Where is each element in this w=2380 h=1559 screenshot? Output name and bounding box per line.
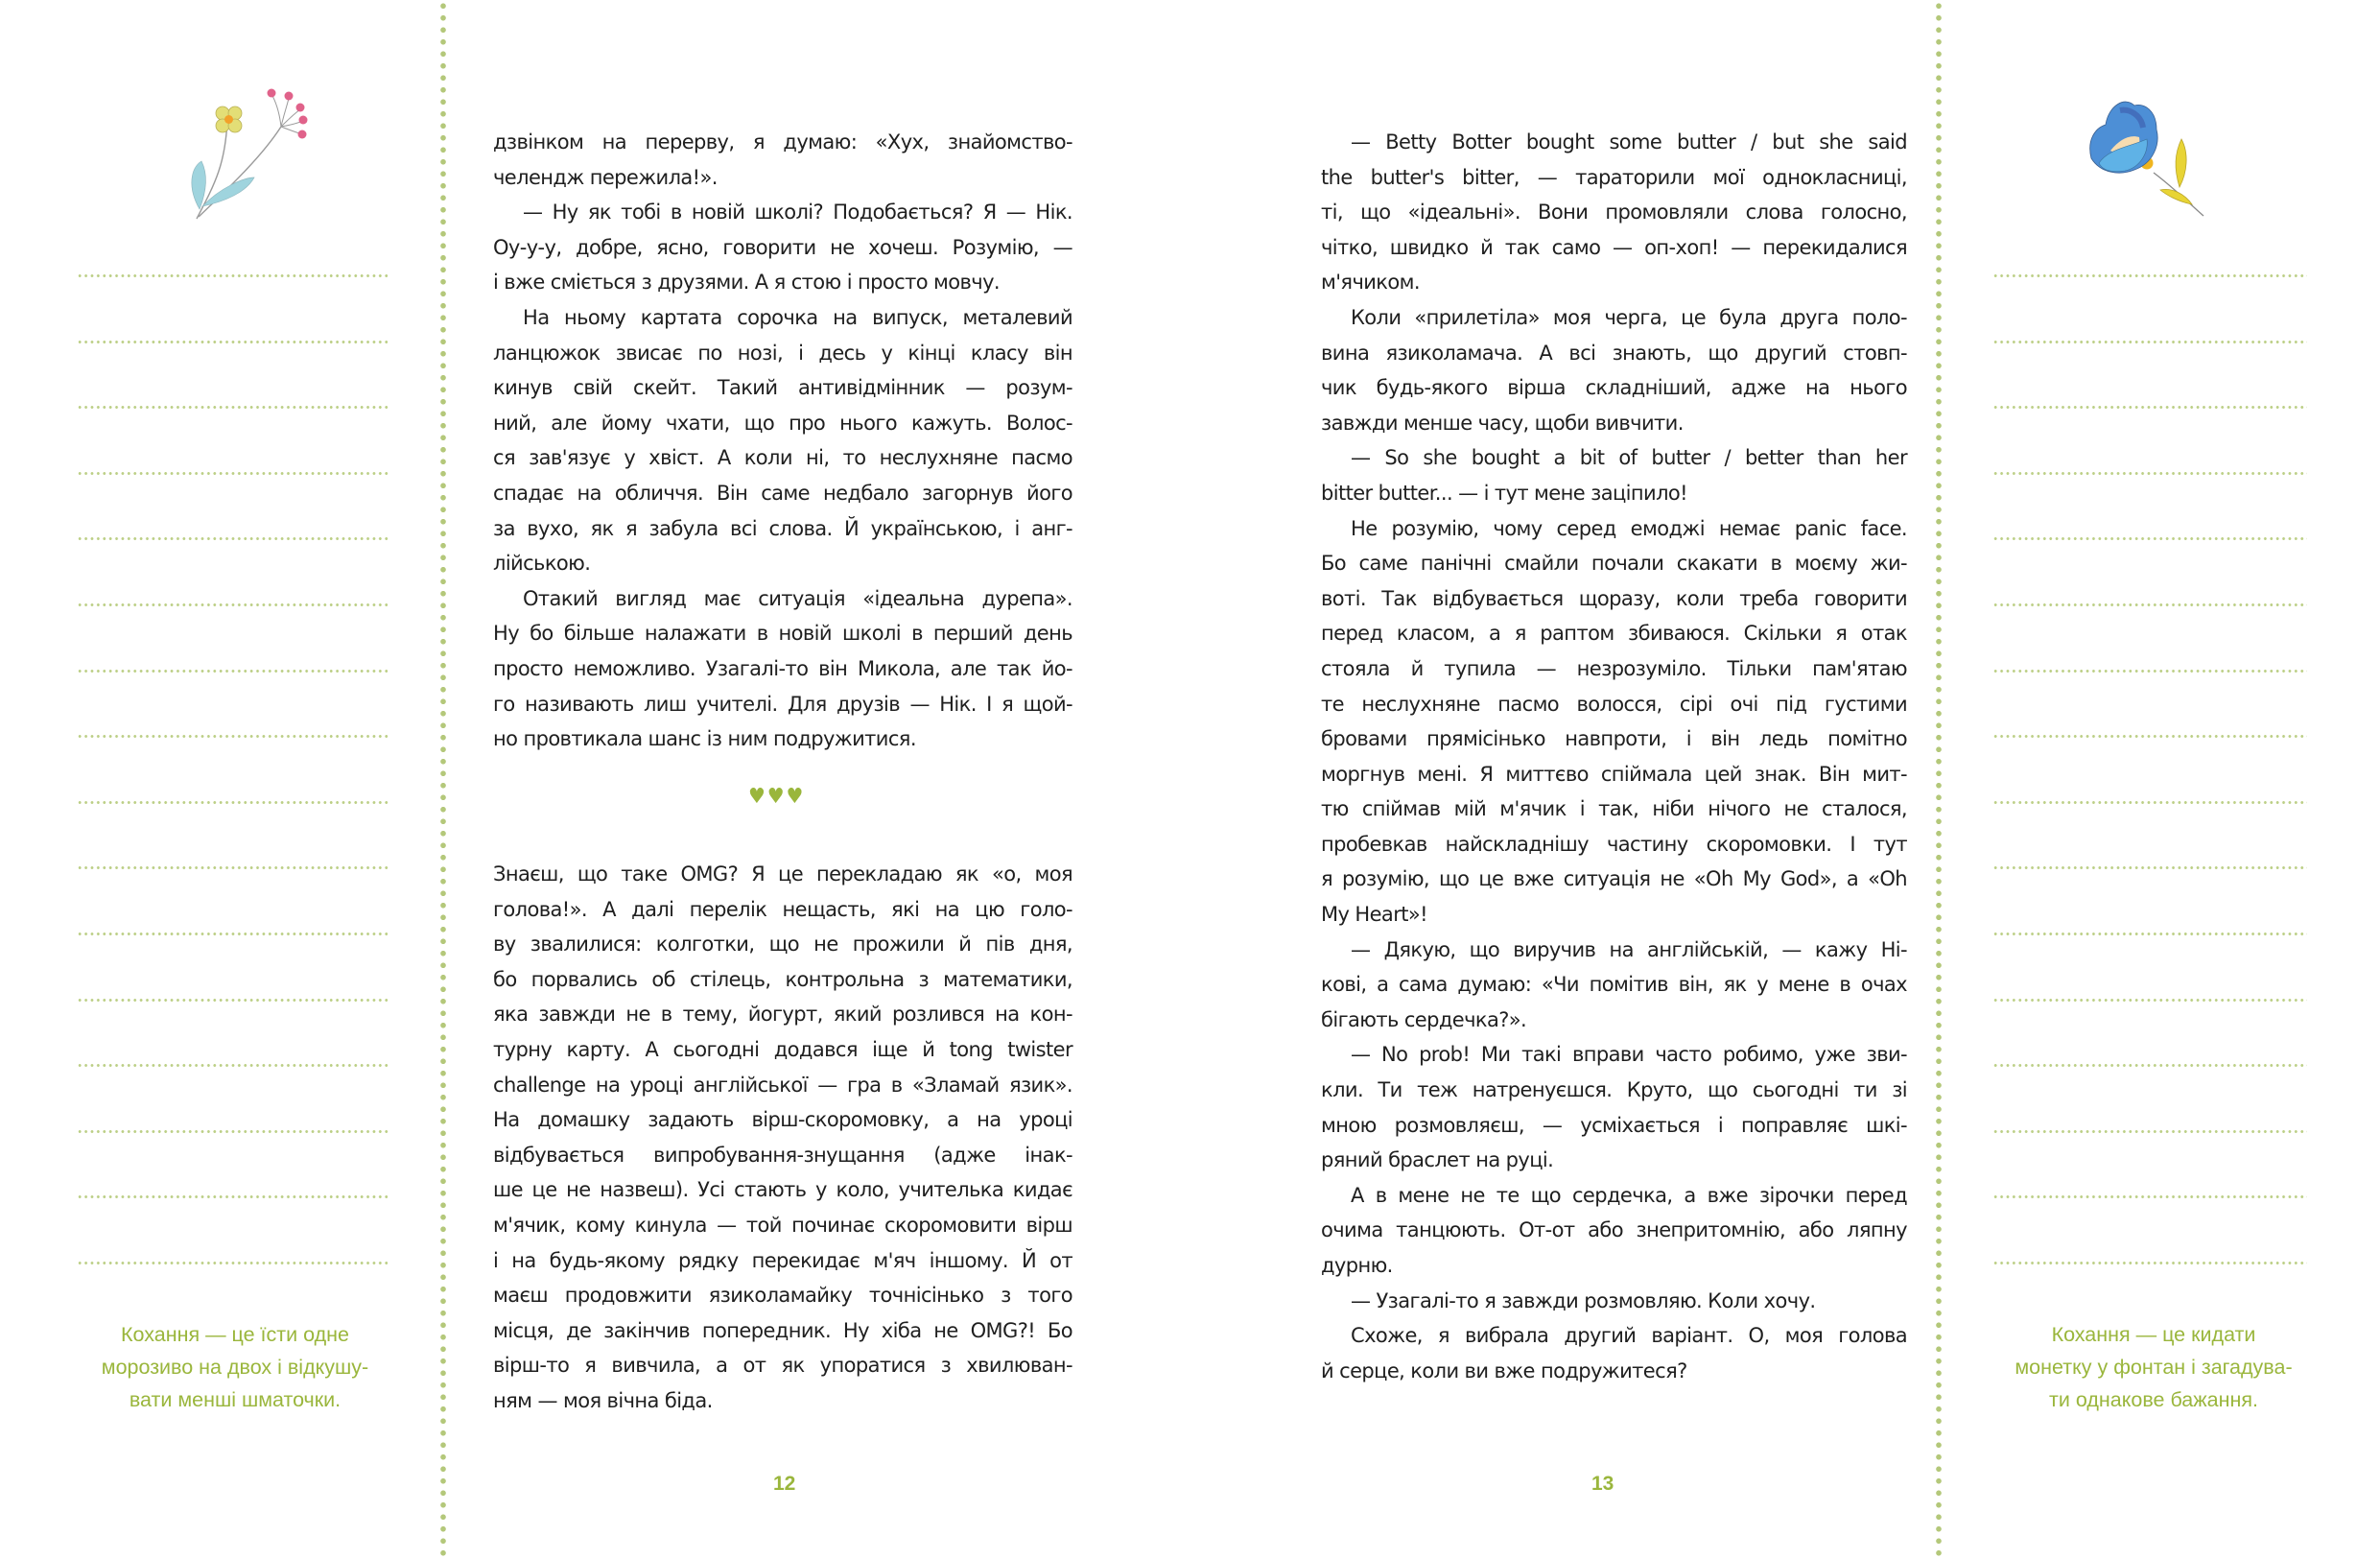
text-line: — Betty Botter bought some butter / but she said bbox=[1351, 130, 1907, 154]
text-line: чик будь-якого вірша складніший, адже на нього bbox=[1321, 376, 1907, 400]
note-line bbox=[1992, 1195, 2307, 1198]
note-line bbox=[77, 1195, 389, 1198]
text-line: Оу-у-у, добре, ясно, говорити не хочеш. Розумію, — bbox=[493, 235, 1072, 259]
flower-icon bbox=[177, 67, 331, 230]
text-line: Знаєш, що таке OMG? Я це перекладаю як «о, моя bbox=[493, 862, 1072, 886]
text-line: кли. Ти теж натренуєшся. Круто, що сьогодні ти зі bbox=[1321, 1078, 1907, 1102]
text-line: лійською. bbox=[493, 552, 591, 576]
text-line: просто неможливо. Узагалі-то він Микола, але так йо- bbox=[493, 656, 1072, 680]
text-line: bitter butter... — і тут мене заціпило! bbox=[1321, 481, 1687, 505]
text-line: А в мене не те що сердечка, а вже зірочки перед bbox=[1351, 1183, 1907, 1207]
note-line bbox=[77, 670, 389, 673]
note-line bbox=[1992, 933, 2307, 935]
note-line bbox=[77, 472, 389, 475]
section-divider-hearts: ♥♥♥ bbox=[748, 785, 806, 809]
text-line: вина язиколамача. А всі знають, що другий стовп- bbox=[1321, 341, 1907, 365]
text-line: ше це не назвеш). Усі стають у коло, учителька кидає bbox=[493, 1178, 1072, 1202]
text-line: — Узагалі-то я завжди розмовляю. Коли хочу. bbox=[1351, 1288, 1816, 1312]
note-line bbox=[1992, 472, 2307, 475]
note-line bbox=[1992, 603, 2307, 606]
text-line: — No prob! Ми такі вправи часто робимо, уже зви- bbox=[1351, 1043, 1907, 1067]
note-line bbox=[77, 274, 389, 277]
text-line: На ньому картата сорочка на випуск, металевий bbox=[523, 305, 1072, 329]
quote-line: морозиво на двох і відкушу- bbox=[101, 1356, 369, 1379]
text-line: тю спіймав мій м'ячик і так, ніби нічого не сталося, bbox=[1321, 797, 1907, 821]
text-line: відбувається випробування-знущання (адже інак- bbox=[493, 1143, 1072, 1167]
text-line: дурню. bbox=[1321, 1254, 1393, 1277]
text-line: те неслухняне пасмо волосся, сірі очі під густими bbox=[1321, 692, 1907, 716]
text-line: чітко, швидко й так само — оп-хоп! — перекидалися bbox=[1321, 235, 1907, 259]
note-line bbox=[1992, 735, 2307, 738]
text-line: м'ячик, кому кинула — той починає скоромовити вірш bbox=[493, 1213, 1072, 1237]
text-line: кинув свій скейт. Такий антивідмінник — розум- bbox=[493, 376, 1072, 400]
note-line bbox=[77, 999, 389, 1002]
text-line: Не розумію, чому серед емоджі немає panic face. bbox=[1351, 516, 1907, 540]
left-page-text-after-divider bbox=[493, 857, 1072, 1419]
text-line: пробевкав найскладнішу частину скоромовки. І тут bbox=[1321, 832, 1907, 856]
note-line bbox=[77, 537, 389, 540]
quote-line: Кохання — це кидати bbox=[2051, 1323, 2256, 1346]
text-line: ті, що «ідеальні». Вони промовляли слова голосно, bbox=[1321, 201, 1907, 224]
text-line: Схоже, я вибрала другий варіант. О, моя голова bbox=[1351, 1324, 1907, 1348]
note-line bbox=[1992, 1064, 2307, 1067]
note-line bbox=[77, 1262, 389, 1264]
note-line bbox=[1992, 866, 2307, 869]
quote-line: ти однакове бажання. bbox=[2049, 1388, 2258, 1411]
text-line: м'ячиком. bbox=[1321, 271, 1420, 295]
text-line: вірш-то я вивчила, а от як упоратися з хвилюван- bbox=[493, 1354, 1072, 1378]
note-line bbox=[1992, 999, 2307, 1002]
text-line: і вже сміється з друзями. А я стою і просто мовчу. bbox=[493, 271, 1000, 295]
text-line: Ну бо більше налажати в новій школі в перший день bbox=[493, 622, 1072, 646]
text-line: кові, а сама думаю: «Чи помітив він, як у мене в очах bbox=[1321, 973, 1907, 997]
margin-quote-right bbox=[1976, 1318, 2331, 1416]
text-line: турну карту. А сьогодні додався іще й tong twister bbox=[493, 1037, 1072, 1061]
text-line: ний, але йому чхати, що про нього кажуть. Волос- bbox=[493, 411, 1072, 435]
text-line: ву звалилися: колготки, що не прожили й пів дня, bbox=[493, 933, 1072, 957]
margin-divider-left bbox=[440, 0, 446, 1559]
flower-icon bbox=[2082, 82, 2226, 225]
note-line bbox=[1992, 406, 2307, 409]
text-line: ланцюжок звисає по нозі, і десь у кінці класу він bbox=[493, 341, 1072, 365]
quote-line: Кохання — це їсти одне bbox=[121, 1323, 349, 1346]
text-line: ряний браслет на руці. bbox=[1321, 1148, 1554, 1172]
text-line: спадає на обличчя. Він саме недбало загорнув його bbox=[493, 481, 1072, 505]
page-number-right: 13 bbox=[1591, 1473, 1614, 1495]
text-line: My Heart»! bbox=[1321, 903, 1427, 927]
text-line: — So she bought a bit of butter / better than her bbox=[1351, 446, 1907, 470]
text-line: Бо саме панічні смайли почали скакати в моєму жи- bbox=[1321, 552, 1907, 576]
left-page-text bbox=[493, 125, 1072, 757]
note-line bbox=[77, 735, 389, 738]
text-line: й серце, коли ви вже подружитеся? bbox=[1321, 1358, 1687, 1382]
text-line: бігають сердечка?». bbox=[1321, 1007, 1527, 1031]
margin-quote-left bbox=[58, 1318, 412, 1416]
note-line bbox=[77, 406, 389, 409]
text-line: очима танцюють. От-от або знепритомнію, або ляпну bbox=[1321, 1218, 1907, 1242]
text-line: бо порвались об стілець, контрольна з математики, bbox=[493, 967, 1072, 991]
note-line bbox=[77, 801, 389, 804]
note-line bbox=[1992, 801, 2307, 804]
note-line bbox=[1992, 341, 2307, 343]
text-line: моргнув мені. Я миттєво спіймала цей знак. Він мит- bbox=[1321, 762, 1907, 786]
note-line bbox=[1992, 670, 2307, 673]
note-line bbox=[77, 341, 389, 343]
quote-line: вати менші шматочки. bbox=[129, 1388, 342, 1411]
note-line bbox=[77, 1064, 389, 1067]
page-number-left: 12 bbox=[773, 1473, 796, 1495]
text-line: ням — моя вічна біда. bbox=[493, 1388, 713, 1412]
note-line bbox=[77, 603, 389, 606]
text-line: challenge на уроці англійської — гра в «Зламай язик». bbox=[493, 1073, 1072, 1097]
note-line bbox=[1992, 274, 2307, 277]
text-line: маєш продовжити язиколамайку точнісінько з того bbox=[493, 1284, 1072, 1308]
text-line: челендж пережила!». bbox=[493, 165, 718, 189]
note-line bbox=[77, 866, 389, 869]
text-line: the butter's bitter, — тараторили мої однокласниці, bbox=[1321, 165, 1907, 189]
text-line: дзвінком на перерву, я думаю: «Хух, знайомство- bbox=[493, 130, 1072, 154]
note-line bbox=[1992, 537, 2307, 540]
text-line: за вухо, як я забула всі слова. Й українською, і анг- bbox=[493, 516, 1072, 540]
text-line: місця, де закінчив попередник. Ну хіба не OMG?! Бо bbox=[493, 1318, 1072, 1342]
text-line: воті. Так відбувається щоразу, коли треба говорити bbox=[1321, 586, 1907, 610]
note-line bbox=[1992, 1262, 2307, 1264]
text-line: перед класом, а я раптом збиваюся. Скільки я отак bbox=[1321, 622, 1907, 646]
text-line: — Ну як тобі в новій школі? Подобається? Я — Нік. bbox=[523, 201, 1072, 224]
text-line: Отакий вигляд має ситуація «ідеальна дурепа». bbox=[523, 586, 1072, 610]
text-line: ся зав'язує у хвіст. А коли ні, то неслухняне пасмо bbox=[493, 446, 1072, 470]
text-line: я розумію, що це вже ситуація не «Oh My God», а «Oh bbox=[1321, 867, 1907, 891]
text-line: — Дякую, що виручив на англійській, — кажу Ні- bbox=[1351, 937, 1907, 961]
text-line: яка завжди не в тему, йогурт, який розлився на кон- bbox=[493, 1003, 1072, 1027]
note-line bbox=[77, 933, 389, 935]
right-page-text bbox=[1321, 125, 1907, 1388]
quote-line: монетку у фонтан і загадува- bbox=[2015, 1356, 2293, 1379]
text-line: бровами прямісінько навпроти, і він ледь помітно bbox=[1321, 727, 1907, 751]
text-line: голова!». А далі перелік нещасть, які на цю голо- bbox=[493, 897, 1072, 921]
note-line bbox=[1992, 1130, 2307, 1133]
margin-divider-right bbox=[1936, 0, 1942, 1559]
note-line bbox=[77, 1130, 389, 1133]
text-line: стояла й тупила — незрозуміло. Тільки пам'ятаю bbox=[1321, 656, 1907, 680]
text-line: мною розмовляєш, — усміхається і поправляє шкі- bbox=[1321, 1113, 1907, 1137]
text-line: Коли «прилетіла» моя черга, це була друга поло- bbox=[1351, 305, 1907, 329]
text-line: го називають лиш учителі. Для друзів — Нік. І я щой- bbox=[493, 692, 1072, 716]
text-line: но провтикала шанс із ним подружитися. bbox=[493, 727, 916, 751]
text-line: На домашку задають вірш-скоромовку, а на уроці bbox=[493, 1108, 1072, 1132]
text-line: завжди менше часу, щоби вивчити. bbox=[1321, 411, 1684, 435]
text-line: і на будь-якому рядку перекидає м'яч іншому. Й от bbox=[493, 1248, 1072, 1272]
